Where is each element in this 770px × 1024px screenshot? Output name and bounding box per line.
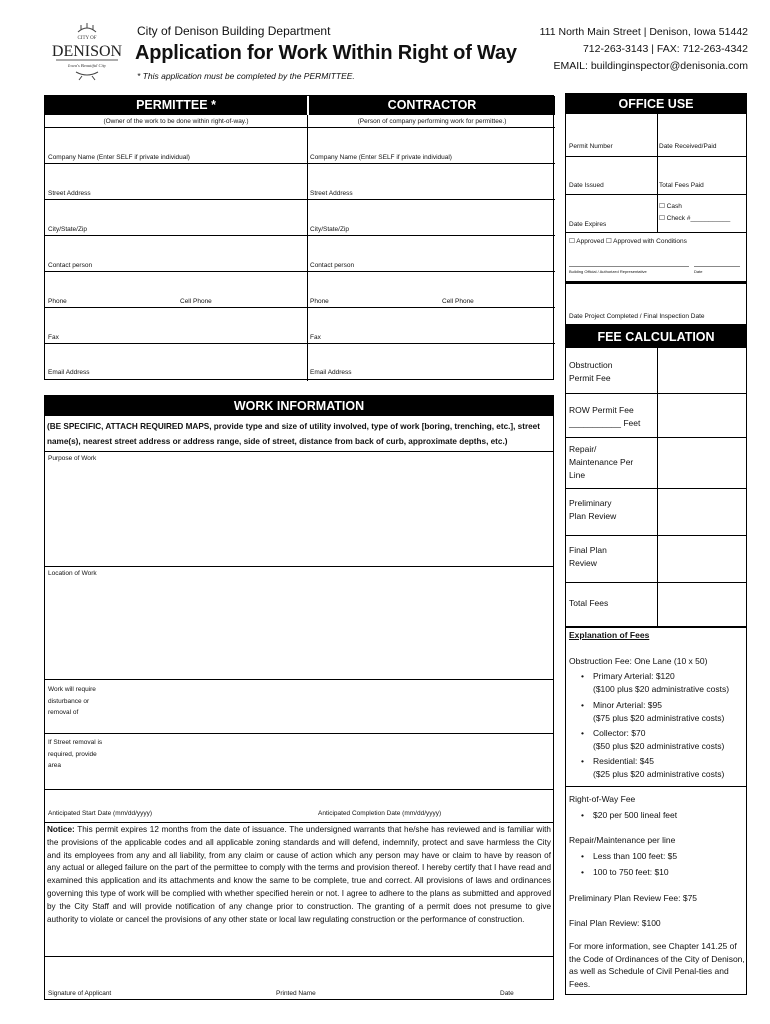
final-review-fee: Final Plan Review: $100 [569,918,661,928]
page-title: Application for Work Within Right of Way [135,42,517,64]
date-expires-field[interactable]: Date Expires [569,221,607,228]
permittee-fax-field[interactable]: Fax [48,334,59,341]
approval-checkboxes[interactable]: ☐ Approved ☐ Approved with Conditions [569,238,687,245]
fee-calculation-header: FEE CALCULATION [566,326,746,348]
row-fee: Right-of-Way Fee [569,794,636,804]
permittee-header: PERMITTEE * [45,96,307,115]
date-issued-field[interactable]: Date Issued [569,182,604,189]
purpose-of-work-field[interactable]: Purpose of Work [48,455,97,462]
contractor-contact-field[interactable]: Contact person [310,262,355,269]
primary-arterial: • Primary Arterial: $120 [593,669,675,683]
printed-name-field[interactable]: Printed Name [276,990,316,997]
residential-detail: ($25 plus $20 administrative costs) [593,769,725,779]
permittee-cell-field[interactable]: Cell Phone [180,298,212,305]
fee-row-final-review[interactable]: Final Plan Review [569,545,607,568]
notice-label: Notice: [47,825,75,834]
date-received-field[interactable]: Date Received/Paid [659,143,717,150]
permit-number-field[interactable]: Permit Number [569,143,613,150]
department-name: City of Denison Building Department [137,24,331,38]
city-logo [48,22,126,82]
contractor-cell-field[interactable]: Cell Phone [442,298,474,305]
residential: • Residential: $45 [593,754,654,768]
signature-field[interactable]: Signature of Applicant [48,990,112,997]
signature-date-field[interactable]: Date [500,990,514,997]
official-date-line[interactable]: Date [694,269,703,274]
repair-fee-long: • 100 to 750 feet: $10 [593,865,669,879]
row-fee-item: • $20 per 500 lineal feet [593,808,677,822]
notice-body: This permit expires 12 months from the date of issuance. The undersigned warrants that he/she has reviewed and is familiar with the provisions of the applicable codes and all applicable zoning standards and will defend, indemnify, protect and save harmless the City and its employees from any and all liability, from any claim or cause of action which any person may have or claim to have by reason of any actual or alleged failure on the part of the permittee to comply with the terms and provision thereof. I hereby certify that I have read and examined this application and its attachments and know the same to be complete, true and correct. All provisions of laws and ordinances governing this type of work will be complied with whether specified herein or not. I agree to adhere to the plans as submitted and approved by the City Staff and will provide notification of any change prior to construction. The granting of a permit does not presume to give authority to violate or cancel the provisions of any other state or local law regulating construction or the performance of construction. [47,825,551,924]
explanation-title: Explanation of Fees [569,630,650,640]
minor-arterial: • Minor Arterial: $95 [593,698,662,712]
permittee-city-field[interactable]: City/State/Zip [48,226,88,233]
start-date-field[interactable]: Anticipated Start Date (mm/dd/yyyy) [48,810,153,817]
cash-checkbox[interactable]: ☐ Cash [659,203,682,210]
address: 111 North Main Street | Denison, Iowa 51442 [539,26,748,38]
contractor-email-field[interactable]: Email Address [310,369,352,376]
fee-calculation-section [565,325,747,627]
collector: • Collector: $70 [593,726,645,740]
permittee-company-field[interactable]: Company Name (Enter SELF if private individual) [48,154,190,161]
final-inspection-field[interactable]: Date Project Completed / Final Inspection Date [569,313,705,320]
email: EMAIL: buildinginspector@denisonia.com [553,60,748,72]
fee-row-total[interactable]: Total Fees [569,598,609,608]
work-information-header: WORK INFORMATION [45,396,553,416]
fee-row-obstruction[interactable]: Obstruction Permit Fee [569,360,613,383]
official-signature-line[interactable]: Building Official / Authorized Representative [569,269,647,274]
completion-date-field[interactable]: Anticipated Completion Date (mm/dd/yyyy) [318,810,442,817]
fee-explanation-section [565,627,747,995]
prelim-review-fee: Preliminary Plan Review Fee: $75 [569,893,698,903]
more-info: For more information, see Chapter 141.25 of the Code of Ordinances of the City of Denison, as well as Schedule of Civil Penal-ties and Fees. [569,941,745,989]
office-use-header: OFFICE USE [566,94,746,114]
contractor-subtitle: (Person of company performing work for permittee.) [357,118,507,125]
collector-detail: ($50 plus $20 administrative costs) [593,741,725,751]
total-fees-paid-field[interactable]: Total Fees Paid [659,182,704,189]
fee-row-row-permit[interactable]: ROW Permit Fee ___________ Feet [569,405,641,428]
phone-fax: 712-263-3143 | FAX: 712-263-4342 [582,43,748,55]
contact-info [540,24,748,75]
contractor-city-field[interactable]: City/State/Zip [310,226,350,233]
primary-arterial-detail: ($100 plus $20 administrative costs) [593,684,730,694]
party-section [44,95,554,380]
location-of-work-field[interactable]: Location of Work [48,570,97,577]
svg-text:DENISON: DENISON [51,43,123,60]
contractor-street-field[interactable]: Street Address [310,190,353,197]
contractor-header: CONTRACTOR [309,96,555,115]
repair-fee: Repair/Maintenance per line [569,835,676,845]
fee-row-prelim-review[interactable]: Preliminary Plan Review [569,498,617,521]
permittee-email-field[interactable]: Email Address [48,369,90,376]
permittee-phone-field[interactable]: Phone [48,298,67,305]
svg-text:CITY OF: CITY OF [77,36,97,41]
permittee-subtitle: (Owner of the work to be done within right-of-way.) [103,118,249,125]
fee-row-repair[interactable]: Repair/ Maintenance Per Line [569,444,634,480]
repair-fee-short: • Less than 100 feet: $5 [593,849,677,863]
check-number-field[interactable]: ☐ Check #___________ [659,215,731,222]
office-use-section [565,93,747,325]
notice-text [47,824,551,926]
work-information-section [44,395,554,1000]
contractor-fax-field[interactable]: Fax [310,334,321,341]
permittee-street-field[interactable]: Street Address [48,190,91,197]
permittee-contact-field[interactable]: Contact person [48,262,93,269]
work-instructions: (BE SPECIFIC, ATTACH REQUIRED MAPS, provide type and size of utility involved, type of work [boring, trenching, etc.], street name(s), nearest street address or address range, side of street, distance from back of curb, approximate depths, etc.) [47,422,540,446]
permittee-note: * This application must be completed by the PERMITTEE. [137,71,355,81]
svg-text:Iowa's Beautiful City: Iowa's Beautiful City [68,63,106,68]
contractor-company-field[interactable]: Company Name (Enter SELF if private individual) [310,154,452,161]
minor-arterial-detail: ($75 plus $20 administrative costs) [593,713,725,723]
obstruction-fee: Obstruction Fee: One Lane (10 x 50) [569,656,708,666]
contractor-phone-field[interactable]: Phone [310,298,329,305]
street-removal-field[interactable]: If Street removal is required, provide area [48,739,103,769]
disturbance-field[interactable]: Work will require disturbance or removal of [48,686,96,716]
